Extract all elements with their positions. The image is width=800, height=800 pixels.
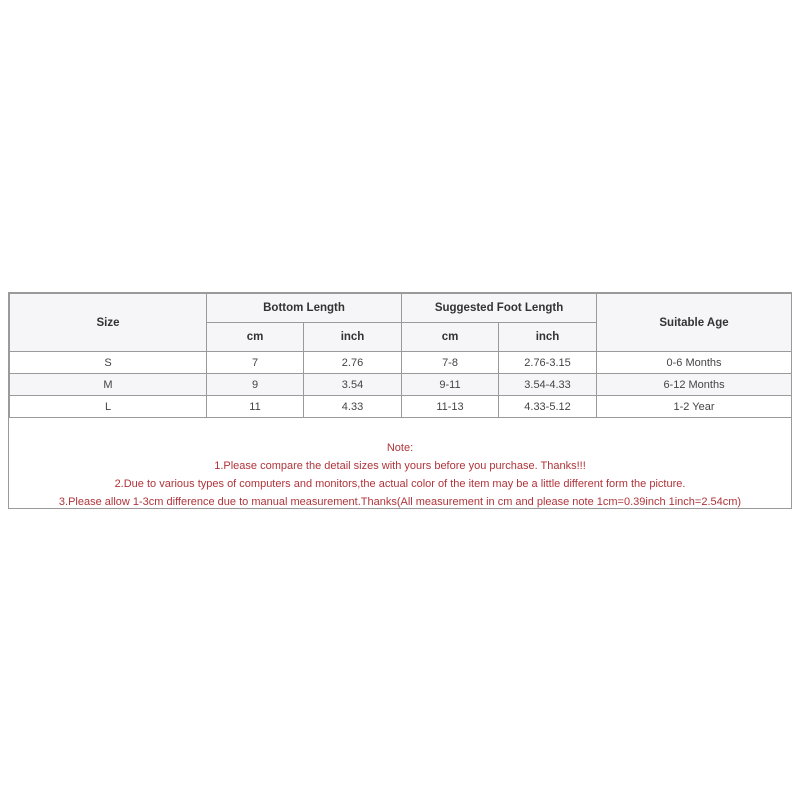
- cell-foot-inch: 3.54-4.33: [499, 374, 597, 396]
- header-foot-cm: cm: [402, 323, 499, 352]
- table-row: [10, 352, 792, 374]
- table-row: [10, 374, 792, 396]
- note-line-2: 2.Due to various types of computers and monitors,the actual color of the item may be a little different form the picture.: [114, 478, 686, 490]
- cell-foot-cm: 9-11: [402, 374, 499, 396]
- note-line-3: 3.Please allow 1-3cm difference due to manual measurement.Thanks(All measurement in cm and please note 1cm=0.39inch 1inch=2.54cm): [58, 496, 742, 508]
- header-bottom-cm: cm: [207, 323, 304, 352]
- cell-foot-cm: 11-13: [402, 396, 499, 418]
- header-bottom-length: Bottom Length: [207, 294, 402, 323]
- cell-size: L: [10, 396, 207, 418]
- cell-bottom-inch: 4.33: [304, 396, 402, 418]
- size-chart: [8, 292, 792, 509]
- header-bottom-inch: inch: [304, 323, 402, 352]
- notes-section: [9, 439, 791, 511]
- cell-foot-inch: 2.76-3.15: [499, 352, 597, 374]
- cell-bottom-cm: 9: [207, 374, 304, 396]
- cell-size: M: [10, 374, 207, 396]
- cell-bottom-cm: 7: [207, 352, 304, 374]
- cell-foot-inch: 4.33-5.12: [499, 396, 597, 418]
- cell-bottom-cm: 11: [207, 396, 304, 418]
- header-suitable-age: Suitable Age: [597, 294, 792, 352]
- header-suggested-foot-length: Suggested Foot Length: [402, 294, 597, 323]
- cell-age: 1-2 Year: [597, 396, 792, 418]
- table-row: [10, 396, 792, 418]
- size-table: [9, 293, 792, 418]
- cell-foot-cm: 7-8: [402, 352, 499, 374]
- note-line-1: 1.Please compare the detail sizes with yours before you purchase. Thanks!!!: [214, 460, 586, 472]
- cell-age: 0-6 Months: [597, 352, 792, 374]
- header-size: Size: [10, 294, 207, 352]
- cell-size: S: [10, 352, 207, 374]
- header-foot-inch: inch: [499, 323, 597, 352]
- notes-title: Note:: [386, 442, 414, 454]
- table-header-row: [10, 294, 792, 323]
- cell-bottom-inch: 2.76: [304, 352, 402, 374]
- cell-bottom-inch: 3.54: [304, 374, 402, 396]
- cell-age: 6-12 Months: [597, 374, 792, 396]
